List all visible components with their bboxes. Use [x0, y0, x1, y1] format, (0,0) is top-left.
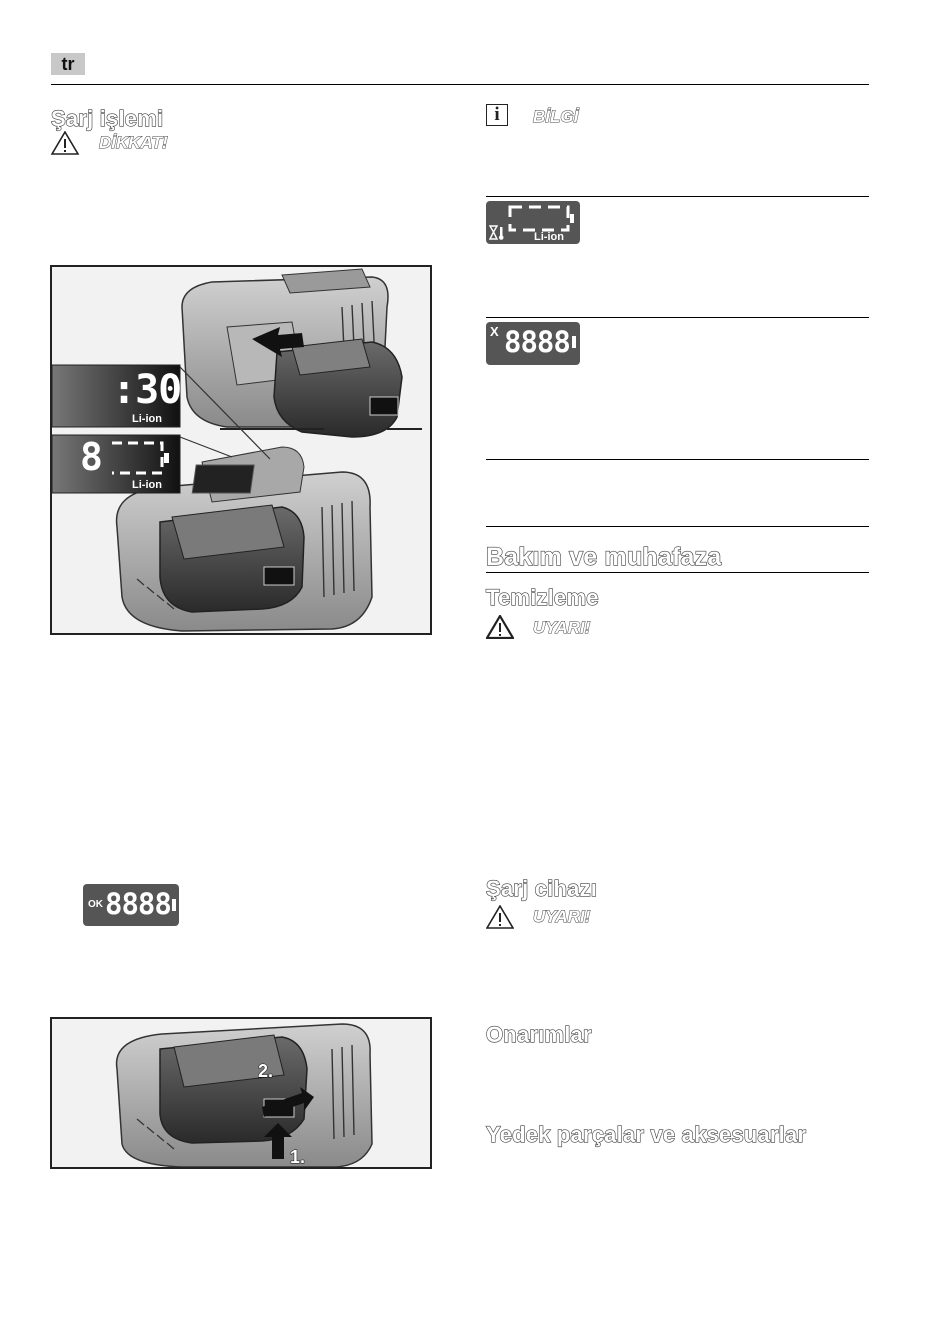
li-ion-label: Li-ion [132, 479, 162, 491]
lcd-timer-readout: :30 [112, 367, 182, 413]
charging-illustration [50, 265, 432, 635]
divider [486, 196, 869, 197]
li-ion-label: Li-ion [132, 413, 162, 425]
warning-label: UYARI! [533, 907, 591, 926]
caution-label: DİKKAT! [99, 133, 168, 152]
lcd-ok-indicator [83, 884, 179, 926]
li-ion-label: Li-ion [534, 231, 564, 243]
warning-triangle-icon [486, 615, 514, 639]
divider [486, 317, 869, 318]
battery-level-icon [506, 204, 578, 232]
warning-label: UYARI! [533, 618, 591, 637]
error-x-icon: X [490, 324, 499, 339]
battery-tip-icon [572, 336, 576, 348]
info-icon: i [486, 104, 508, 126]
repairs-subsection-title: Onarımlar [486, 1022, 592, 1047]
charging-section-title: Şarj işlemi [51, 106, 164, 131]
ok-digits: 8888 [105, 887, 171, 921]
ok-label: OK [88, 899, 103, 910]
battery-level-icon [108, 441, 174, 475]
lcd-charging-indicator [486, 201, 580, 244]
lcd-error-indicator [486, 322, 580, 365]
info-label: BİLGİ [533, 107, 579, 126]
maintenance-section-title: Bakım ve muhafaza [486, 543, 722, 571]
lcd-battery-readout: 8 [80, 435, 102, 479]
divider [486, 459, 869, 460]
warning-triangle-icon [486, 905, 514, 929]
battery-removal-illustration [50, 1017, 432, 1169]
spares-subsection-title: Yedek parçalar ve aksesuarlar [486, 1122, 807, 1147]
divider [486, 526, 869, 527]
hourglass-thermometer-icon [489, 225, 505, 241]
battery-tip-icon [172, 899, 176, 911]
error-digits: 8888 [504, 325, 570, 359]
charger-subsection-title: Şarj cihazı [486, 876, 598, 901]
cleaning-subsection-title: Temizleme [486, 585, 599, 610]
step-1-label: 1. [290, 1147, 306, 1167]
warning-triangle-icon [51, 131, 79, 155]
language-tag: tr [51, 53, 85, 75]
battery-removal-drawing [52, 1019, 430, 1167]
divider [486, 572, 869, 573]
header-divider [51, 84, 869, 85]
step-2-label: 2. [258, 1061, 274, 1081]
